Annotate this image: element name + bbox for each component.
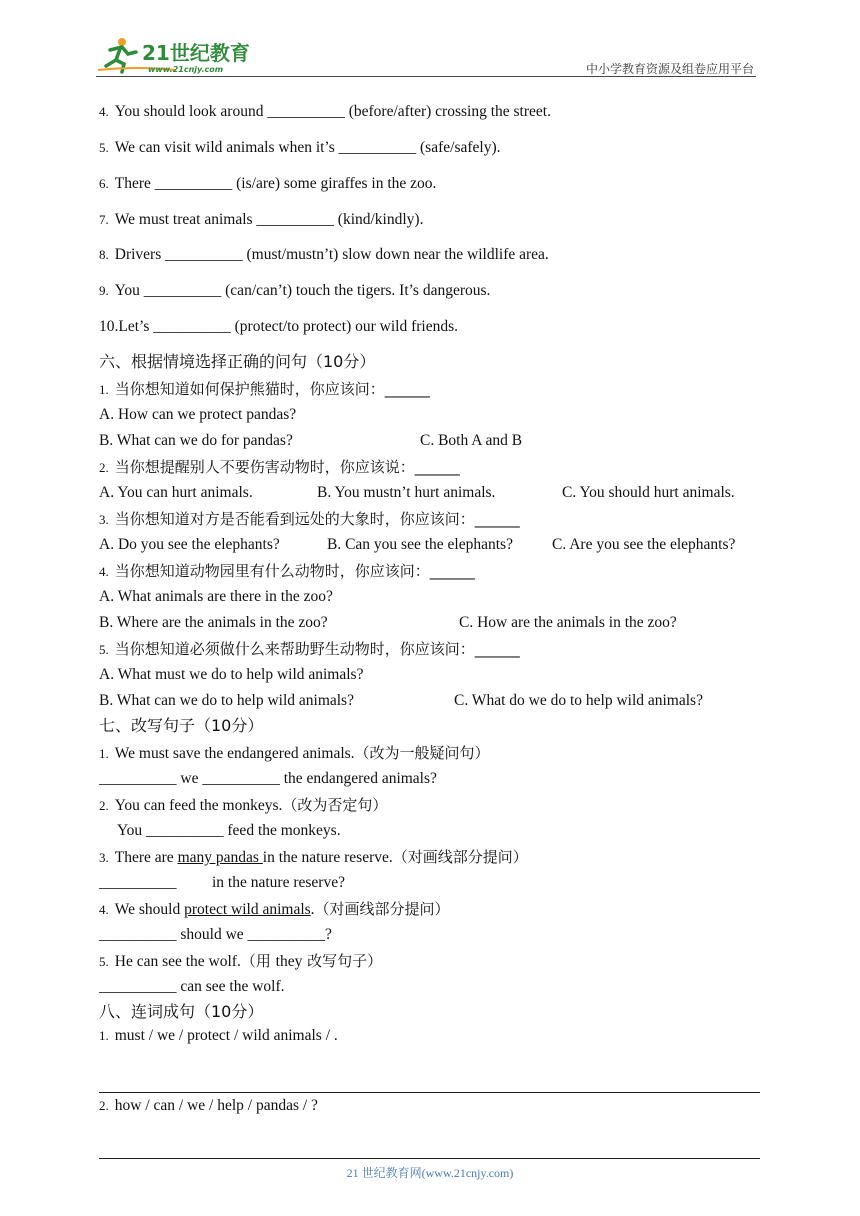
answer-line: __________ can see the wolf. [99, 978, 285, 995]
question-stem: 2. how / can / we / help / pandas / ? [99, 1097, 318, 1114]
question-stem: 1. 当你想知道如何保护熊猫时，你应该问：______ [99, 380, 430, 398]
exercise-item: 5. We can visit wild animals when it’s __________ (safe/safely). [99, 139, 501, 156]
question-stem: 4. We should protect wild animals.（对画线部分提问） [99, 900, 450, 918]
option-a: A. How can we protect pandas? [99, 406, 297, 423]
exercise-item: 7. We must treat animals __________ (kind/kindly). [99, 211, 424, 228]
page-footer: 21 世纪教育网(www.21cnjy.com) [346, 1166, 514, 1180]
section-title: 七、改写句子（10分） [99, 716, 264, 735]
option-a: A. What animals are there in the zoo? [99, 588, 333, 605]
page-header [0, 0, 860, 80]
answer-rule [99, 1092, 760, 1093]
options-row: A. Do you see the elephants? B. Can you see the elephants? C. Are you see the elephants? [99, 536, 736, 553]
question-stem: 3. There are many pandas in the nature reserve.（对画线部分提问） [99, 848, 528, 866]
answer-rule [99, 1158, 760, 1159]
exercise-item: 9. You __________ (can/can’t) touch the tigers. It’s dangerous. [99, 282, 491, 299]
exercise-item: 10.Let’s __________ (protect/to protect) our wild friends. [99, 318, 459, 335]
options-row: B. Where are the animals in the zoo? C. How are the animals in the zoo? [99, 614, 677, 631]
question-stem: 1. We must save the endangered animals.（改为一般疑问句） [99, 744, 490, 762]
section-title: 六、根据情境选择正确的问句（10分） [99, 352, 376, 371]
option-a: A. What must we do to help wild animals? [99, 666, 364, 683]
header-platform-text: 中小学教育资源及组卷应用平台 [585, 62, 754, 76]
question-stem: 4. 当你想知道动物园里有什么动物时，你应该问：______ [99, 562, 475, 580]
answer-line: __________ should we __________? [99, 926, 332, 943]
answer-line: __________ in the nature reserve? [99, 874, 345, 891]
question-stem: 3. 当你想知道对方是否能看到远处的大象时，你应该问：______ [99, 510, 520, 528]
logo-text: 21世纪教育 [142, 41, 250, 65]
section-title: 八、连词成句（10分） [99, 1002, 264, 1021]
question-stem: 5. He can see the wolf.（用 they 改写句子） [99, 952, 383, 970]
underlined-phrase: many pandas [177, 849, 263, 866]
underlined-phrase: protect wild animals [184, 901, 311, 918]
question-stem: 5. 当你想知道必须做什么来帮助野生动物时，你应该问：______ [99, 640, 520, 658]
question-stem: 2. You can feed the monkeys.（改为否定句） [99, 796, 388, 814]
header-divider [96, 76, 756, 77]
options-row: B. What can we do for pandas? C. Both A and B [99, 432, 523, 449]
exercise-item: 8. Drivers __________ (must/mustn’t) slow down near the wildlife area. [99, 246, 549, 263]
exercise-item: 6. There __________ (is/are) some giraffes in the zoo. [99, 175, 437, 192]
options-row: B. What can we do to help wild animals? C. What do we do to help wild animals? [99, 692, 703, 709]
question-stem: 2. 当你想提醒别人不要伤害动物时，你应该说：______ [99, 458, 460, 476]
logo-url: www.21cnjy.com [148, 65, 224, 74]
logo [96, 36, 256, 76]
exercise-item: 4. You should look around __________ (before/after) crossing the street. [99, 103, 551, 120]
answer-line: You __________ feed the monkeys. [117, 822, 341, 839]
options-row: A. You can hurt animals. B. You mustn’t hurt animals. C. You should hurt animals. [99, 484, 735, 501]
answer-line: __________ we __________ the endangered animals? [99, 770, 437, 787]
question-stem: 1. must / we / protect / wild animals / . [99, 1027, 338, 1044]
